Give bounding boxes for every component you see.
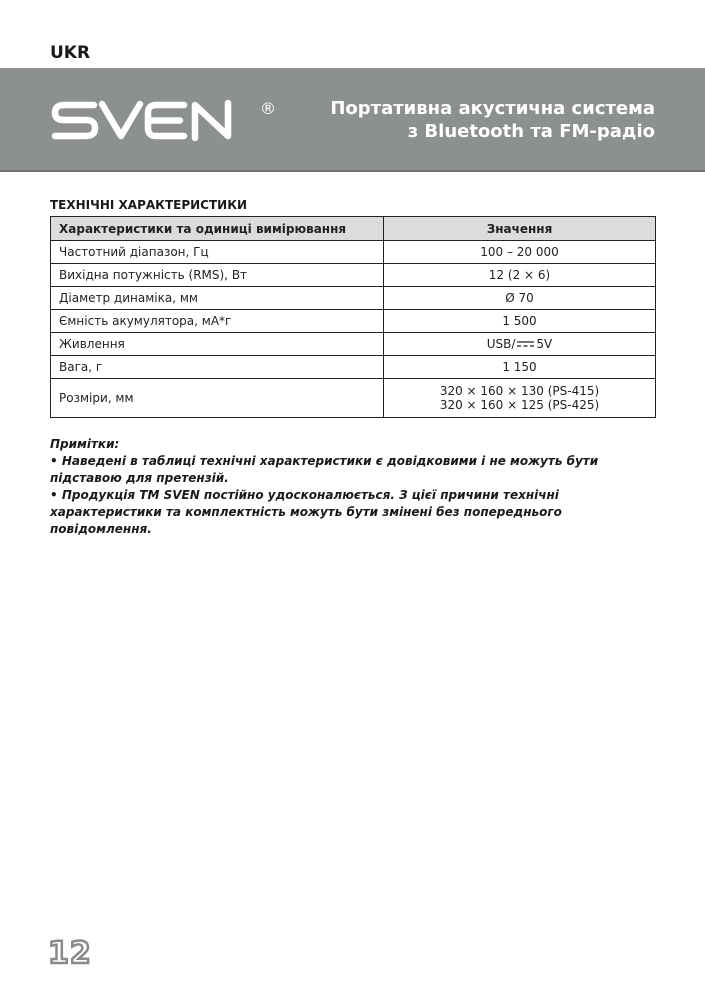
- column-header: Характеристики та одиниці вимірювання: [51, 217, 384, 241]
- spec-table: [50, 216, 656, 418]
- spec-label: Живлення: [51, 333, 384, 356]
- table-row: [51, 356, 656, 379]
- table-row: [51, 264, 656, 287]
- table-row: [51, 310, 656, 333]
- spec-label: Вихідна потужність (RMS), Вт: [51, 264, 384, 287]
- table-row: [51, 333, 656, 356]
- spec-value: 100 – 20 000: [384, 241, 656, 264]
- note-item: • Продукція ТМ SVEN постійно удосконалюється. З цієї причини технічні характеристики та комплектність можуть бути змінені без попереднього повідомлення.: [50, 488, 562, 536]
- spec-label: Частотний діапазон, Гц: [51, 241, 384, 264]
- spec-value: [384, 379, 656, 418]
- power-prefix: USB/: [486, 337, 516, 351]
- language-code: UKR: [50, 43, 91, 63]
- table-row: [51, 379, 656, 418]
- dimension-line: 320 × 160 × 125 (PS-425): [439, 398, 600, 412]
- spec-label: Діаметр динаміка, мм: [51, 287, 384, 310]
- spec-value: 12 (2 × 6): [384, 264, 656, 287]
- sven-logo: [50, 96, 280, 148]
- spec-value: Ø 70: [384, 287, 656, 310]
- title-line-2: з Bluetooth та FM-радіо: [407, 121, 655, 142]
- table-row: [51, 287, 656, 310]
- registered-mark: ®: [260, 99, 276, 118]
- spec-value: 1 150: [384, 356, 656, 379]
- table-row: [51, 241, 656, 264]
- spec-value: 1 500: [384, 310, 656, 333]
- dimension-line: 320 × 160 × 130 (PS-415): [439, 384, 600, 398]
- dc-current-icon: [517, 341, 534, 347]
- page-number: 12: [48, 936, 92, 971]
- document-title: [330, 97, 655, 143]
- section-title: ТЕХНІЧНІ ХАРАКТЕРИСТИКИ: [50, 198, 248, 212]
- table-header-row: [51, 217, 656, 241]
- header-banner: [0, 68, 705, 172]
- column-header: Значення: [384, 217, 656, 241]
- spec-label: Вага, г: [51, 356, 384, 379]
- spec-value: [384, 333, 656, 356]
- note-item: • Наведені в таблиці технічні характеристики є довідковими і не можуть бути підставою для претензій.: [50, 454, 599, 485]
- notes-title: Примітки:: [50, 437, 120, 451]
- spec-label: Ємність акумулятора, мА*г: [51, 310, 384, 333]
- title-line-1: Портативна акустична система: [330, 98, 655, 119]
- notes: [50, 436, 656, 538]
- spec-label: Розміри, мм: [51, 379, 384, 418]
- power-suffix: 5V: [536, 337, 553, 351]
